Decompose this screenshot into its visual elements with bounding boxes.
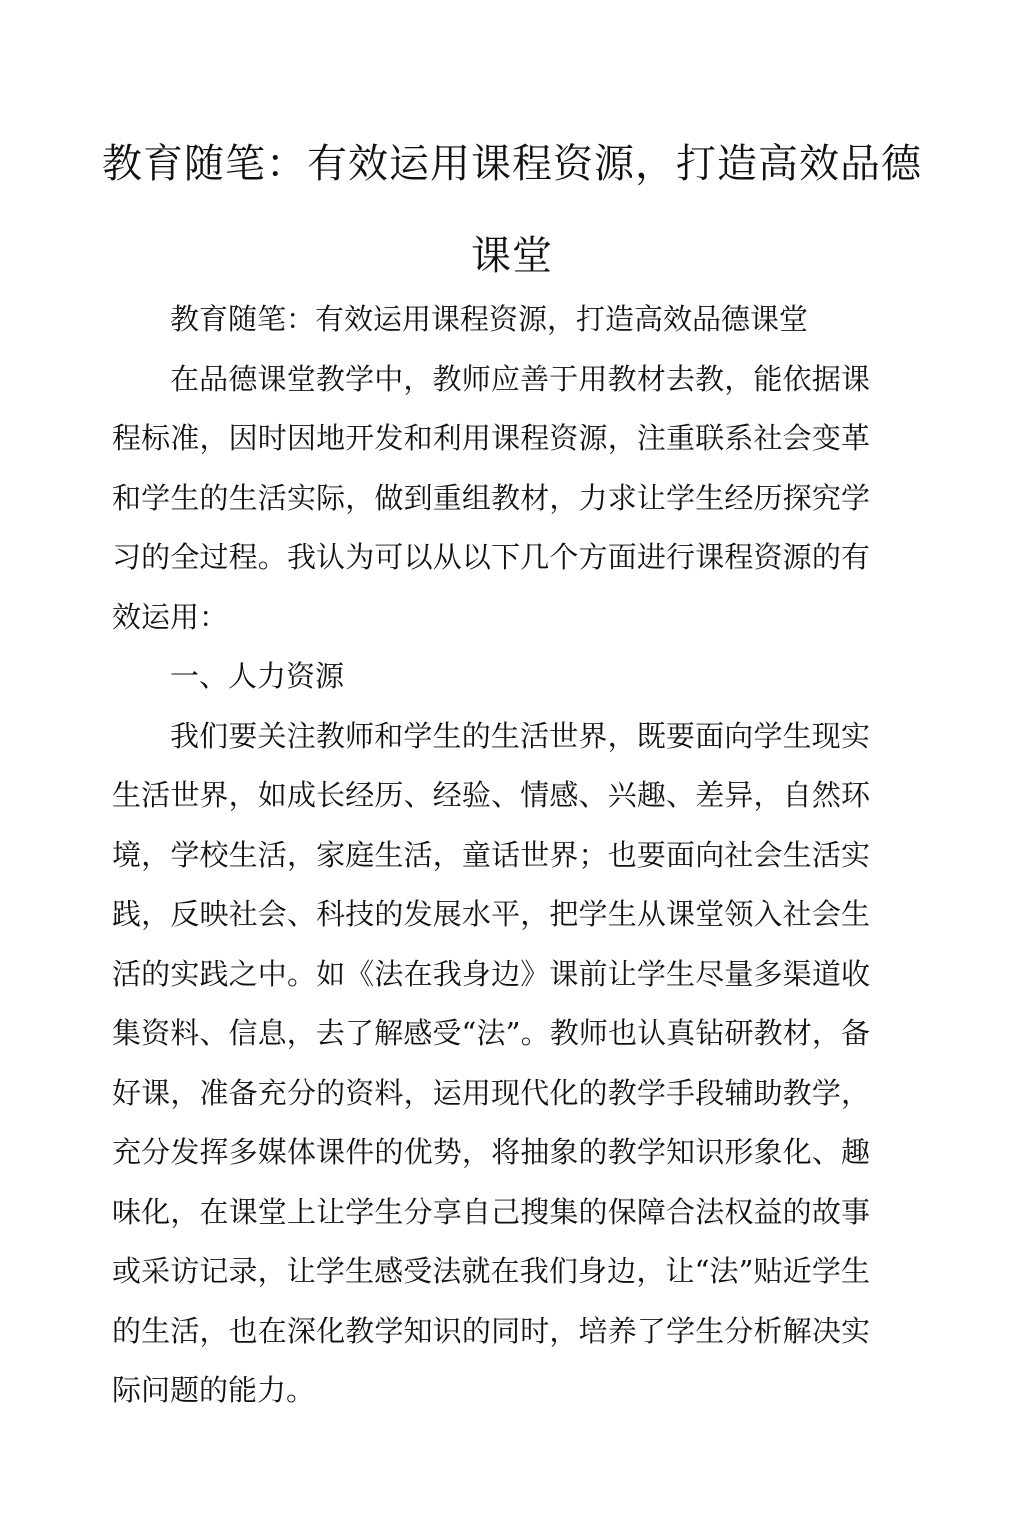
intro-paragraph: 在品德课堂教学中，教师应善于用教材去教，能依据课程标准，因时因地开发和利用课程资源，注重联系社会变革和学生的生活实际，做到重组教材，力求让学生经历探究学习的全过程。我认为可以从以下几个方面进行课程资源的有效运用： <box>112 361 870 634</box>
human-resources-paragraph: 我们要关注教师和学生的生活世界，既要面向学生现实生活世界，如成长经历、经验、情感、兴趣、差异，自然环境，学校生活，家庭生活，童话世界；也要面向社会生活实践，反映社会、科技的发展水平，把学生从课堂领入社会生活的实践之中。如《法在我身边》课前让学生尽量多渠道收集资料、信息，去了解感受“法”。教师也认真钻研教材，备好课，准备充分的资料，运用现代化的教学手段辅助教学，充分发挥多媒体课件的优势，将抽象的教学知识形象化、趣味化，在课堂上让学生分享自己搜集的保障合法权益的故事或采访记录，让学生感受法就在我们身边，让“法”贴近学生的生活，也在深化教学知识的同时，培养了学生分析解决实际问题的能力。 <box>112 718 870 1407</box>
section-heading-human-resources: 一、人力资源 <box>170 659 345 693</box>
subtitle-paragraph: 教育随笔：有效运用课程资源，打造高效品德课堂 <box>170 302 809 336</box>
document-title: 教育随笔：有效运用课程资源，打造高效品德课堂 <box>102 141 922 279</box>
document-body <box>112 290 870 1421</box>
